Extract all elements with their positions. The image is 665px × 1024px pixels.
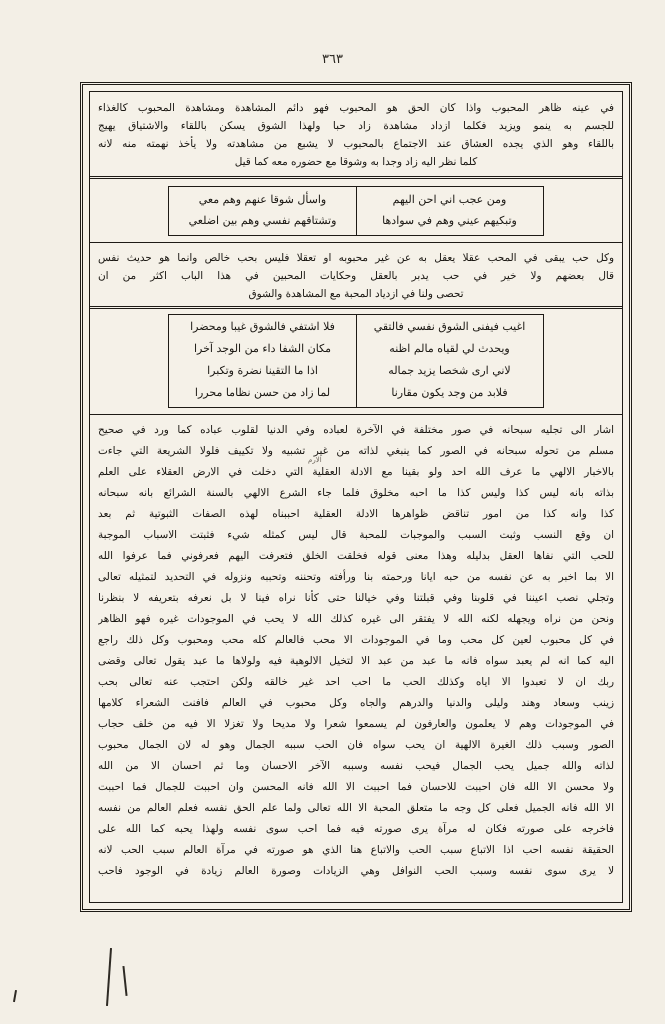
verse-column-left xyxy=(169,315,356,407)
text-line: زينب وسعاد وهند وليلى والدنيا والدرهم والجاه وكل محبوب في العالم فافنت الشعراء كلامها xyxy=(98,697,614,709)
text-line: لذاته والله جميل يحب الجمال فيحب نفسه وسببه الآخر الاحسان وما ثم احسان الا من الله xyxy=(98,760,614,772)
verse-hemistich: اذا ما التقينا نضرة وتكبرا xyxy=(207,364,318,377)
verse-hemistich: ويحدث لي لقياه مالم اظنه xyxy=(389,342,510,355)
pencil-mark xyxy=(13,990,17,1002)
section-divider xyxy=(90,242,622,243)
text-line: مسلم من تحوله سبحانه في الصور كما ينبغي لذاته من غير تشبيه ولا تكييف فلولا الشريعة التي جاءت xyxy=(98,445,614,457)
text-line: قال بعضهم ولا خير في حب يدبر بالعقل وحكايات المحبين في هذا الباب اكثر من ان xyxy=(98,270,614,282)
text-line: بذاته بانه ليس كذا وليس كذا ما احبه مخلوق فلما جاء الشرع الالهي بالسنة الشرائع بانه سبحانه xyxy=(98,487,614,499)
pencil-mark xyxy=(122,966,127,996)
verse-hemistich: فلا اشتفي فالشوق غيبا ومحضرا xyxy=(190,320,335,333)
text-line: في عينه ظاهر المحبوب واذا كان الحق هو المحبوب فهو دائم المشاهدة ومشاهدة المحبوب كالغذاء xyxy=(98,102,614,114)
text-line: كذا وانه كذا من امور تناقض ظواهرها الادلة العقلية احببناه لهذه الصفات الثبوتية ثم بعد xyxy=(98,508,614,520)
text-line: تحصى ولنا في ازدياد المحبة مع المشاهدة والشوق xyxy=(248,288,464,300)
library-stamp: الارم xyxy=(308,456,322,464)
verse-column-left xyxy=(169,187,356,235)
text-line: ربك ان لا تعبدوا الا اياه وكذلك الحب ما احب احد غير خالقه ولكن احتجب عنه تعالى بحب xyxy=(98,676,614,688)
text-line: ان وقع النسب وثبت السبب والموجبات للمحبة قال ليس كمثله شيء فثبتت الاسباب الموجبة xyxy=(98,529,614,541)
text-line: الصور وسبب ذلك الغيرة الالهية ان يحب سواه فان الحب سببه الجمال وهو له لان الجمال محبوب xyxy=(98,739,614,751)
pencil-mark xyxy=(106,948,112,1006)
text-line: في الموجودات وهم لا يعلمون والعارفون لم يسمعوا شعرا ولا مديحا ولا تغزلا الا فيه من خلف حجاب xyxy=(98,718,614,730)
page-number: ٣٦٣ xyxy=(322,52,343,67)
text-line: فاخرجه على صورته فكان له مرآة يرى صورته فيه فما احب سوى نفسه ولهذا يحبه كما الله على xyxy=(98,823,614,835)
text-line: للجسم به ينمو ويزيد فكلما ازداد مشاهدة زاد حبا ولهذا الشوق يسكن باللقاء والاشتياق يهيج xyxy=(98,120,614,132)
section-divider xyxy=(90,306,622,309)
page-frame-inner xyxy=(89,91,623,903)
verse-hemistich: فلابد من وجد يكون مقارنا xyxy=(391,386,508,399)
verse-hemistich: مكان الشفا داء من الوجد آخرا xyxy=(193,342,332,355)
text-line: الحقيقة نفسه احب اذا الاتباع سبب الحب والاتباع هنا الذي هو صورته في مرآة العالم سبب الحب لانه xyxy=(98,844,614,856)
text-line: للحب التي نفاها العقل بدليله وهذا معنى قوله فخلقت الخلق فتعرفت اليهم فعرفوني فما عرفوا الله xyxy=(98,550,614,562)
verse-hemistich: لما زاد من حسن نظاما محررا xyxy=(194,386,331,399)
text-line: ولا محسن الا الله فان احببت للاحسان فما احببت الا الله فانه المحسن وان احببت للجمال فما احببت xyxy=(98,781,614,793)
section-divider xyxy=(90,414,622,415)
text-line: بالاخبار الالهي ما عرف الله احد ولو بقينا مع الادلة العقلية التي دخلت في الارض العقلاء على العلم xyxy=(98,466,614,478)
verse-column-right xyxy=(356,315,543,407)
verse-divider xyxy=(356,187,357,235)
text-line: وكل حب يبقى في المحب عقلا يعقل به عن غير محبوبه او تعقلا فليس بحب خالص وانما هو حديث نفس xyxy=(98,252,614,264)
text-line: اليه كما انه لم يعبد سواه فانه ما عبد من عبد الا لتخيل الالوهية فيه ولولاها ما عبد يقول تعالى وقضى xyxy=(98,655,614,667)
verse-box-1 xyxy=(168,186,544,236)
verse-column-right xyxy=(356,187,543,235)
text-line: في كل محبوب لعين كل محب وما في الموجودات الا محب فالعالم كله محب ومحبوب وكل ذلك راجع xyxy=(98,634,614,646)
verse-divider xyxy=(356,315,357,407)
page-frame xyxy=(80,82,632,912)
text-line: لا يرى سوى نفسه وسبب الحب النوافل وهي الزيادات وصورة العالم زيادة في الوجود فاحب xyxy=(98,865,614,877)
text-line: كلما نظر اليه زاد وجدا به وشوقا مع حضوره معه كما قيل xyxy=(234,156,478,168)
section-divider xyxy=(90,176,622,179)
text-line: ونحن من نراه ويجهله لكنه الله لا يفتقر الى غيره كذلك الله لا يحب في الموجودات غيره فهو الظاهر xyxy=(98,613,614,625)
text-line: باللقاء وهو الذي يجده العشاق عند الاجتماع بالمحبوب لا يشبع من مشاهدته ولا يأخذ نهمته منه لانه xyxy=(98,138,614,150)
verse-hemistich: ومن عجب اني احن اليهم xyxy=(392,193,507,206)
verse-hemistich: لاني ارى شخصا يزيد جماله xyxy=(388,364,511,377)
verse-hemistich: واسأل شوقا عنهم وهم معي xyxy=(198,193,327,206)
text-line: وتجلي نصب اعيننا في قلوبنا وفي قبلتنا وفي خيالنا حتى كأنا نراه فينا لا بل نعرفه بتعريفه لا بنظرنا xyxy=(98,592,614,604)
text-line: اشار الى تجليه سبحانه في صور مختلفة في الآخرة لعباده وفي الدنيا لقلوب عباده كما ورد في صحيح xyxy=(98,424,614,436)
verse-box-2 xyxy=(168,314,544,408)
verse-hemistich: اغيب فيفنى الشوق نفسي فالتقي xyxy=(373,320,526,333)
verse-hemistich: وتشتاقهم نفسي وهم بين اضلعي xyxy=(188,214,337,227)
text-line: الا الله فانه الجميل فعلى كل وجه ما متعلق المحبة الا الله تعالى ولما علم الحق نفسه فعلم العالم من نفسه xyxy=(98,802,614,814)
text-line: الا بما اخبر به عن نفسه من حبه ايانا ورحمته بنا ورأفته وتحننه وتحببه ونزوله في التحديد لتمثيله تعالى xyxy=(98,571,614,583)
verse-hemistich: وتبكيهم عيني وهم في سوادها xyxy=(382,214,517,227)
